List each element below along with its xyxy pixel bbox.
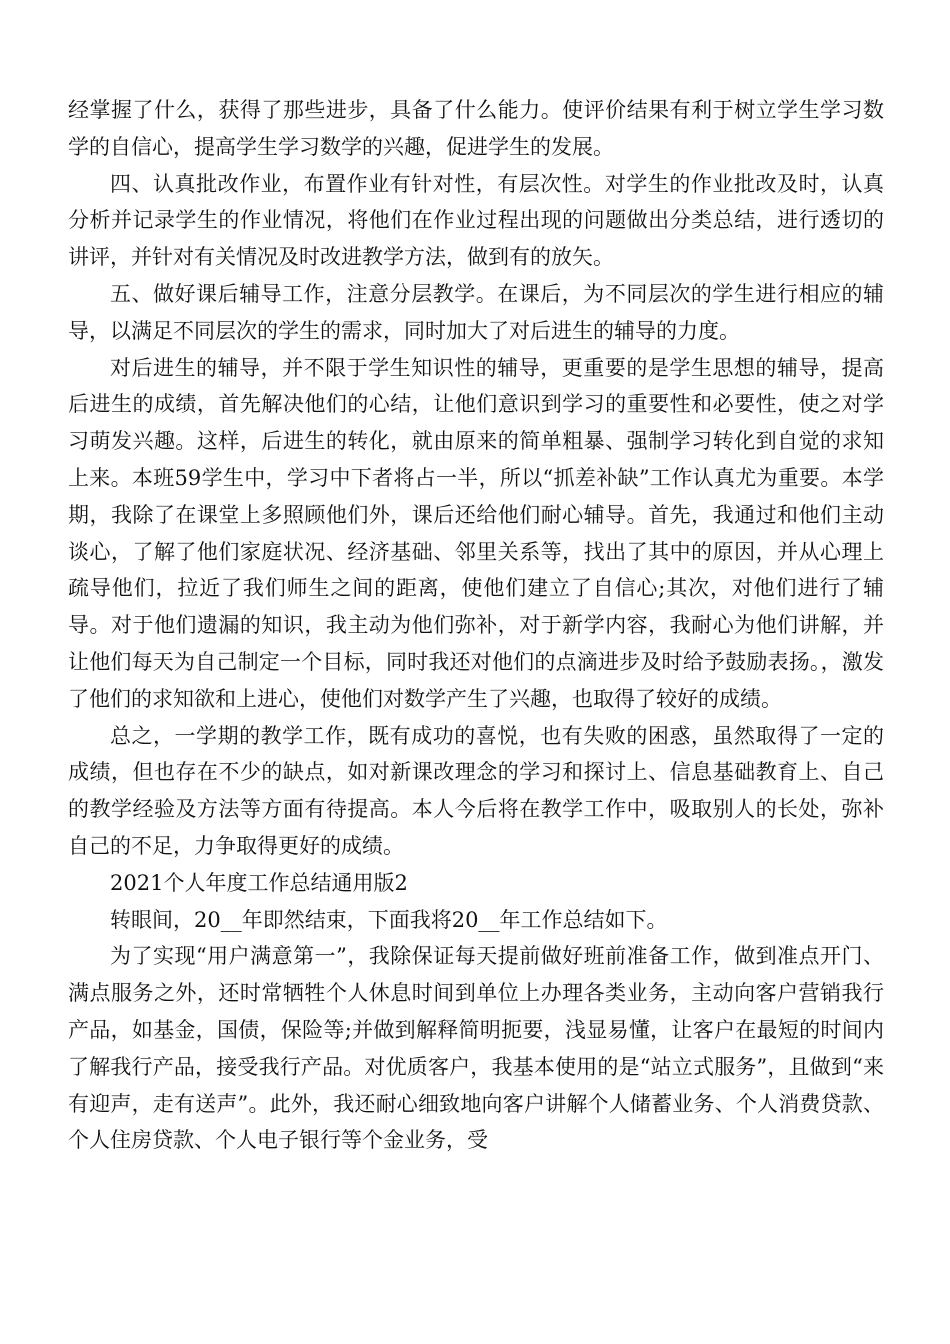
paragraph-intro: 转眼间，20__年即然结束，下面我将20__年工作总结如下。 — [110, 907, 668, 932]
paragraph-continuation: 经掌握了什么，获得了那些进步，具备了什么能力。使评价结果有利于树立学生学习数学的自信心，提高学生学习数学的兴趣，促进学生的发展。 — [68, 98, 884, 159]
section-heading: 2021个人年度工作总结通用版2 — [110, 870, 408, 895]
paragraph-tutoring: 五、做好课后辅导工作，注意分层教学。在课后，为不同层次的学生进行相应的辅导，以满足不同层次的学生的需求，同时加大了对后进生的辅导的力度。 — [68, 281, 884, 343]
paragraph-struggling-students: 对后进生的辅导，并不限于学生知识性的辅导，更重要的是学生思想的辅导，提高后进生的成绩，首先解决他们的心结，让他们意识到学习的重要性和必要性，使之对学习萌发兴趣。这样，后进生的转化，就由原来的简单粗暴、强制学习转化到自觉的求知上来。本班59学生中，学习中下者将占一半，所以“抓差补缺”工作认真尤为重要。本学期，我除了在课堂上多照顾他们外，课后还给他们耐心辅导。首先，我通过和他们主动谈心，了解了他们家庭状况、经济基础、邻里关系等，找出了其中的原因，并从心理上疏导他们，拉近了我们师生之间的距离，使他们建立了自信心;其次，对他们进行了辅导。对于他们遗漏的知识，我主动为他们弥补，对于新学内容，我耐心为他们讲解，并让他们每天为自己制定一个目标，同时我还对他们的点滴进步及时给予鼓励表扬。，激发了他们的求知欲和上进心，使他们对数学产生了兴趣，也取得了较好的成绩。 — [68, 355, 884, 711]
document-page — [68, 92, 884, 1159]
paragraph-homework: 四、认真批改作业，布置作业有针对性，有层次性。对学生的作业批改及时，认真分析并记录学生的作业情况，将他们在作业过程出现的问题做出分类总结，进行透切的讲评，并针对有关情况及时改进教学方法，做到有的放矢。 — [68, 171, 884, 270]
paragraph-conclusion: 总之，一学期的教学工作，既有成功的喜悦，也有失败的困惑，虽然取得了一定的成绩，但也存在不少的缺点，如对新课改理念的学习和探讨上、信息基础教育上、自己的教学经验及方法等方面有待提高。本人今后将在教学工作中，吸取别人的长处，弥补自己的不足，力争取得更好的成绩。 — [68, 723, 884, 858]
paragraph-customer-service: 为了实现“用户满意第一”，我除保证每天提前做好班前准备工作，做到准点开门、满点服务之外，还时常牺牲个人休息时间到单位上办理各类业务，主动向客户营销我行产品，如基金，国债，保险等;并做到解释简明扼要，浅显易懂，让客户在最短的时间内了解我行产品，接受我行产品。对优质客户，我基本使用的是“站立式服务”，且做到“来有迎声，走有送声”。此外，我还耐心细致地向客户讲解个人储蓄业务、个人消费贷款、个人住房贷款、个人电子银行等个金业务，受 — [68, 944, 884, 1153]
